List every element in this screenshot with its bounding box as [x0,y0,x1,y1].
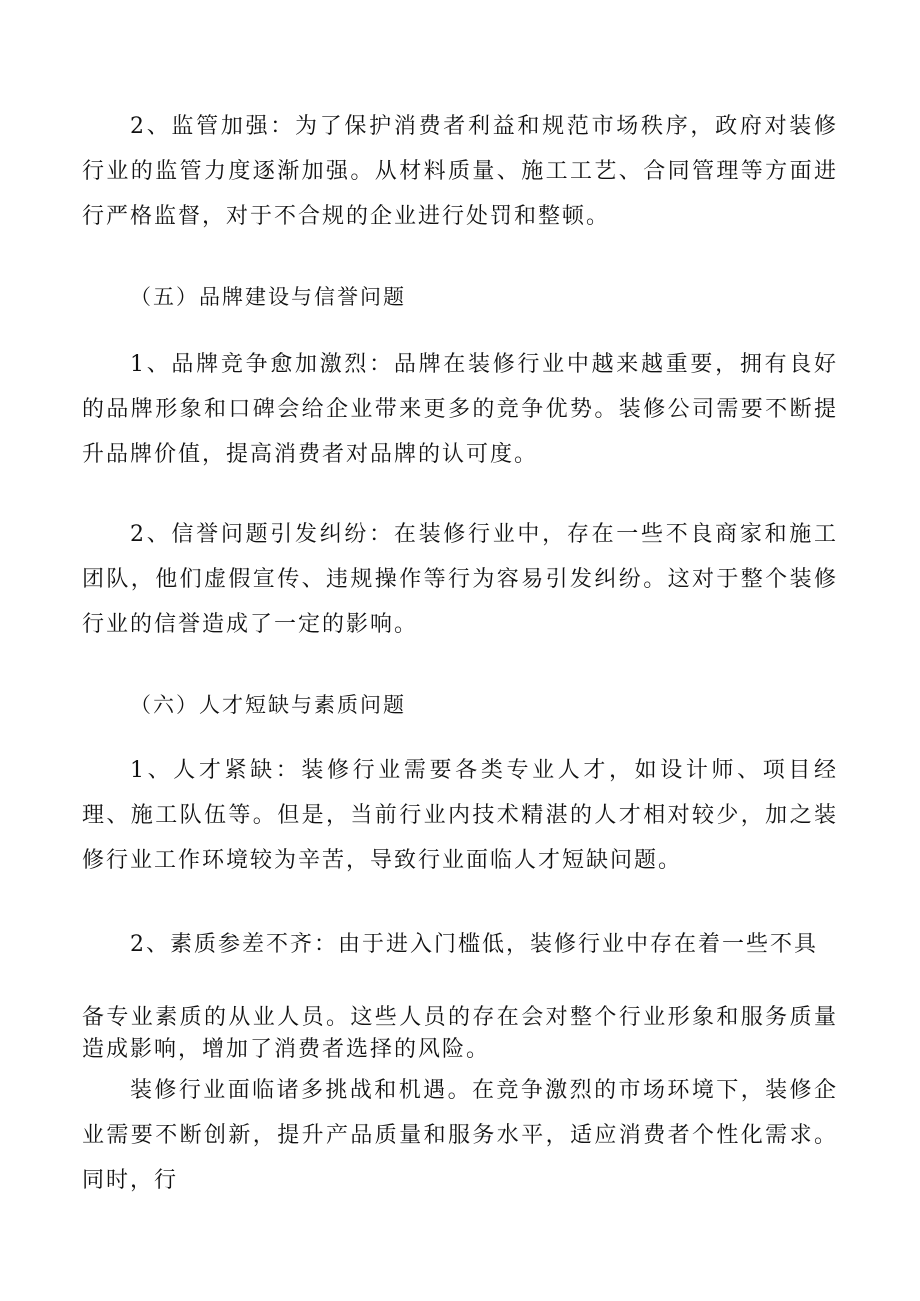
paragraph-talent-shortage: 1、人才紧缺：装修行业需要各类专业人才，如设计师、项目经理、施工队伍等。但是，当前行业内技术精湛的人才相对较少，加之装修行业工作环境较为辛苦，导致行业面临人才短缺问题。 [82,758,838,873]
paragraph-quality-line-1: 2、素质参差不齐：由于进入门槛低，装修行业中存在着一些不具 [130,932,818,957]
section-heading-brand: （五）品牌建设与信誉问题 [130,285,406,309]
paragraph-quality-rest: 备专业素质的从业人员。这些人员的存在会对整个行业形象和服务质量造成影响，增加了消费者选择的风险。 [82,1005,838,1062]
paragraph-conclusion: 装修行业面临诸多挑战和机遇。在竞争激烈的市场环境下，装修企业需要不断创新，提升产品质量和服务水平，适应消费者个性化需求。同时，行 [82,1078,838,1193]
paragraph-brand-competition: 1、品牌竞争愈加激烈：品牌在装修行业中越来越重要，拥有良好的品牌形象和口碑会给企业带来更多的竞争优势。装修公司需要不断提升品牌价值，提高消费者对品牌的认可度。 [82,352,838,467]
paragraph-supervision: 2、监管加强：为了保护消费者利益和规范市场秩序，政府对装修行业的监管力度逐渐加强。从材料质量、施工工艺、合同管理等方面进行严格监督，对于不合规的企业进行处罚和整顿。 [82,114,838,229]
paragraph-reputation-disputes: 2、信誉问题引发纠纷：在装修行业中，存在一些不良商家和施工团队，他们虚假宣传、违规操作等行为容易引发纠纷。这对于整个装修行业的信誉造成了一定的影响。 [82,522,838,637]
section-heading-talent: （六）人才短缺与素质问题 [130,693,406,717]
